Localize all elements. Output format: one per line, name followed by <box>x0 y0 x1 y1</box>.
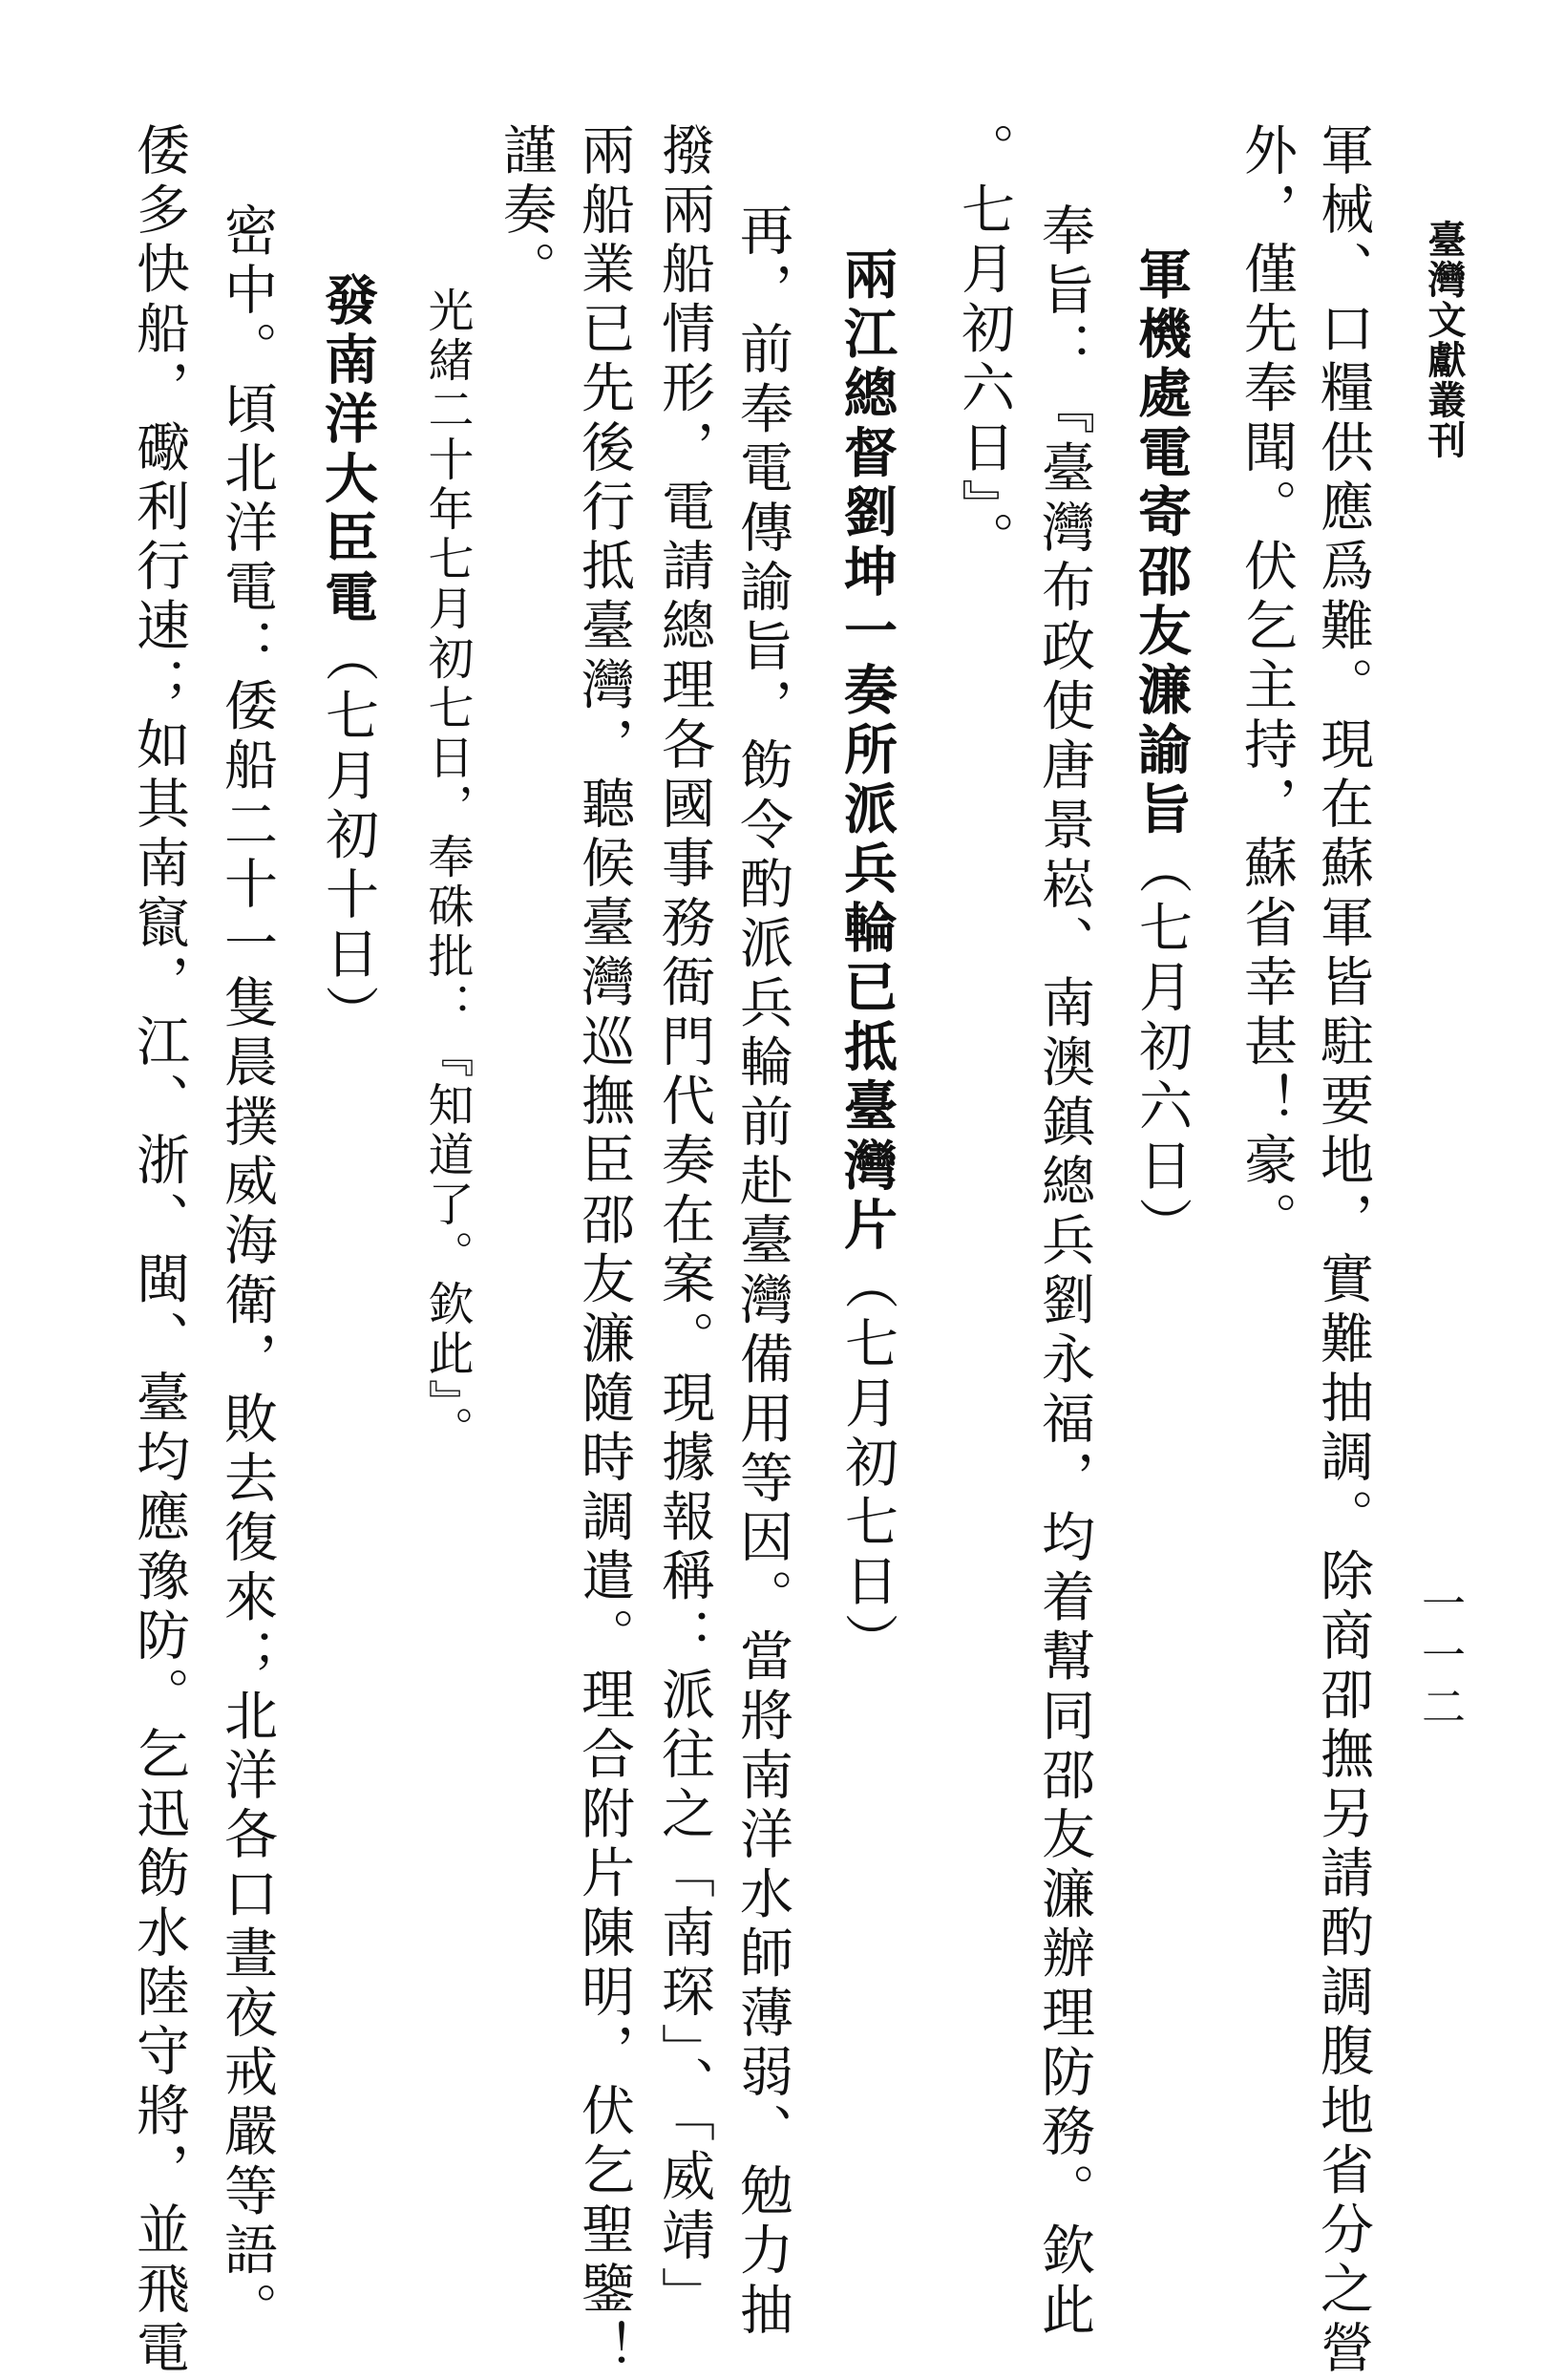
section-title-2-date: （七月初七日） <box>836 1256 898 1672</box>
supplement-text-column-4: 謹奏。 <box>495 122 557 301</box>
section-title-1 <box>1130 246 1193 1257</box>
section-title-1-date: （七月初六日） <box>1131 840 1193 1257</box>
telegram-text-column-1: 密中。頃北洋電：倭船二十一隻晨撲威海衛，敗去復來；北洋各口晝夜戒嚴等語。 <box>216 202 278 2342</box>
section-title-3-text: 發南洋大臣電 <box>316 272 379 629</box>
running-header-title: 臺灣文獻叢刊 <box>1422 220 1467 460</box>
edict-text-column-2: 。七月初六日』。 <box>953 122 1015 571</box>
section-title-3 <box>316 272 379 1045</box>
supplement-text-column-2: 撥兩船情形，電請總理各國事務衙門代奏在案。現據報稱：派往之「南琛」、「威靖」 <box>653 122 715 2327</box>
section-title-3-date: （七月初十日） <box>317 628 379 1045</box>
supplement-text-column-1: 再，前奉電傳諭旨，飭令酌派兵輪前赴臺灣備用等因。當將南洋水師薄弱、勉力抽 <box>731 202 793 2342</box>
supplement-text-column-3: 兩船業已先後行抵臺灣，聽候臺灣巡撫臣邵友濂隨時調遣。理合附片陳明，伏乞聖鑒！ <box>573 122 635 2380</box>
telegram-text-column-2: 倭多快船，礮利行速；如其南竄，江、浙、閩、臺均應豫防。乞迅飭水陸守將，並飛電 <box>128 122 190 2380</box>
vermilion-rescript-note: 光緒二十年七月初七日，奉硃批：『知道了。欽此』。 <box>420 287 474 1456</box>
page-number: 一一二 <box>1415 1581 1467 1735</box>
section-title-1-text: 軍機處電寄邵友濂諭旨 <box>1130 246 1193 840</box>
edict-text-column-1: 奉旨：『臺灣布政使唐景崧、南澳鎮總兵劉永福，均着幫同邵友濂辦理防務。欽此 <box>1033 202 1095 2342</box>
section-title-2 <box>835 246 898 1672</box>
memorial-text-column-2: 外，僅先奉聞。伏乞主持，蘇省幸甚！豪。 <box>1236 122 1298 1251</box>
memorial-text-column-1: 軍械、口糧供應爲難。現在蘇軍皆駐要地，實難抽調。除商卲撫另請酌調腹地省分之營 <box>1312 122 1374 2380</box>
section-title-2-text: 兩江總督劉坤一奏所派兵輪已抵臺灣片 <box>835 246 898 1257</box>
